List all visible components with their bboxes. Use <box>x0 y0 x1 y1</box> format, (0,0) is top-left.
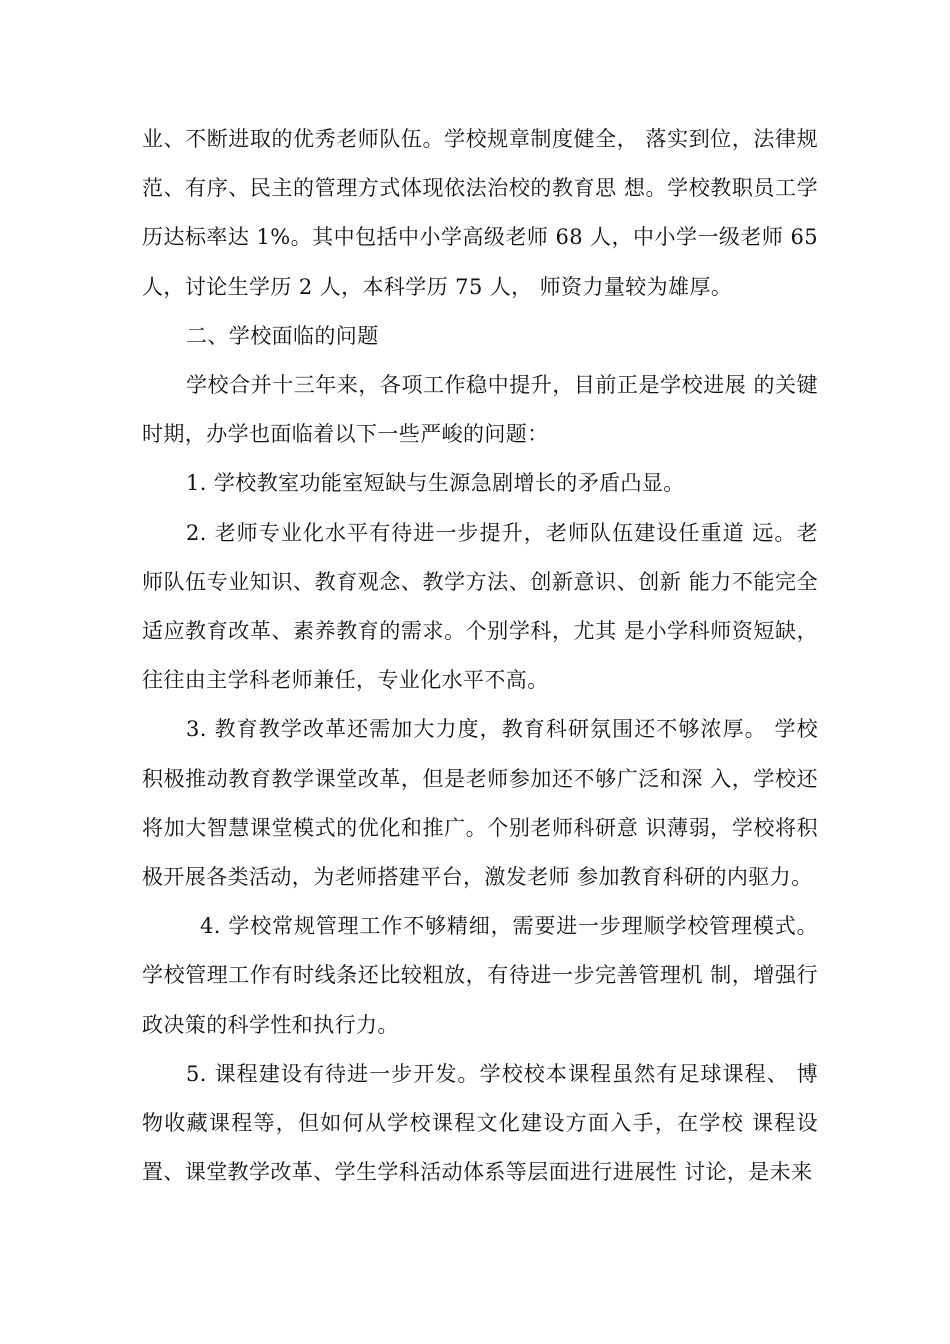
list-item-1: 1. 学校教室功能室短缺与生源急剧增长的矛盾凸显。 <box>186 471 685 496</box>
paragraph-problems-intro: 学校合并十三年来，各项工作稳中提升，目前正是学校进展 的关键时期，办学也面临着以下一些严峻的问题： <box>142 373 818 447</box>
paragraph-teacher-team: 业、不断进取的优秀老师队伍。学校规章制度健全， 落实到位，法律规范、有序、民主的管理方式体现依法治校的教育思 想。学校教职员工学历达标率达 1%。其中包括中小学高级老师 68 人，中小学一级老师 65 人，讨论生学历 2 人，本科学历 75 人， 师资力量较为雄厚。 <box>142 127 818 299</box>
list-item-2: 2. 老师专业化水平有待进一步提升，老师队伍建设任重道 远。老师队伍专业知识、教育观念、教学方法、创新意识、创新 能力不能完全适应教育改革、素养教育的需求。个别学科，尤其 是小学科师资短缺，往往由主学科老师兼任，专业化水平不高。 <box>142 520 818 693</box>
list-item-4: 4. 学校常规管理工作不够精细，需要进一步理顺学校管理模式。学校管理工作有时线条还比较粗放，有待进一步完善管理机 制，增强行政决策的科学性和执行力。 <box>142 914 818 1037</box>
section-heading-problems: 二、学校面临的问题 <box>186 323 379 348</box>
list-item-3: 3. 教育教学改革还需加大力度，教育科研氛围还不够浓厚。 学校积极推动教育教学课堂改革，但是老师参加还不够广泛和深 入，学校还将加大智慧课堂模式的优化和推广。个别老师科研意 识薄弱，学校将积极开展各类活动，为老师搭建平台，激发老师 参加教育科研的内驱力。 <box>142 717 818 890</box>
document-body <box>142 115 818 1197</box>
list-item-5: 5. 课程建设有待进一步开发。学校校本课程虽然有足球课程、 博物收藏课程等，但如何从学校课程文化建设方面入手，在学校 课程设置、课堂教学改革、学生学科活动体系等层面进行进展性 讨论，是未来 <box>142 1061 818 1185</box>
